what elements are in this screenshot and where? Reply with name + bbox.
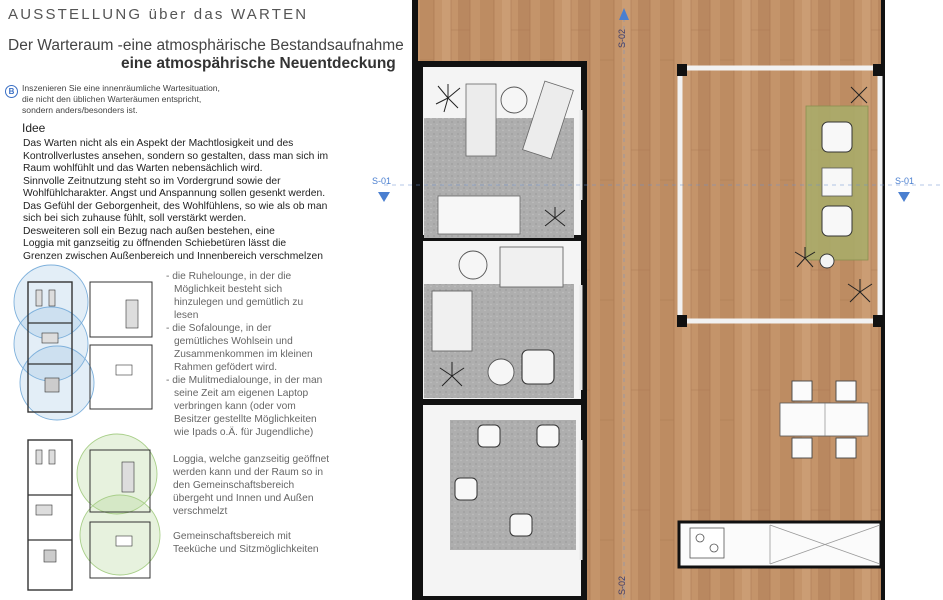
section-label-s02-top: S-02 (617, 28, 627, 48)
chair (455, 478, 477, 500)
loggia-chair (822, 122, 852, 152)
idea-line: Sinnvolle Zeitnutzung steht so im Vordergrund sowie der (23, 175, 281, 187)
mini-plan-loggia (28, 434, 160, 590)
section-arrow-icon (378, 192, 390, 202)
task-line: die nicht den üblichen Warteräumen entspricht, (22, 94, 202, 104)
community-line: Teeküche und Sitzmöglichkeiten (173, 544, 319, 555)
lounge-line: Möglichkeit besteht sich (174, 284, 283, 295)
side-table (501, 87, 527, 113)
mini-plan-lounges (14, 265, 152, 420)
chair (836, 438, 856, 458)
page-subtitle-1: Der Warteraum -eine atmosphärische Bestandsaufnahme (8, 37, 404, 54)
lounge-line: - die Ruhelounge, in der die (166, 271, 292, 282)
chair (478, 425, 500, 447)
lounge-rooms (420, 64, 584, 599)
idea-line: Raum wohlfühlt und das Warten nebensächlich wird. (23, 163, 263, 174)
chair (537, 425, 559, 447)
loggia-line: Loggia, welche ganzseitig geöffnet (173, 454, 330, 465)
lounge-line: seine Zeit am eigenen Laptop (174, 388, 309, 399)
lounge-line: verbringen kann (oder vom (174, 401, 296, 412)
lounge-chair (522, 350, 554, 384)
loggia-line: übergeht und Innen und Außen (173, 493, 314, 504)
dining-table (780, 403, 868, 436)
section-label-s01-left: S-01 (372, 176, 392, 186)
idea-line: Das Gefühl der Geborgenheit, des Wohlfühlens, so wie als ob man (23, 200, 328, 212)
planter (820, 254, 834, 268)
lounge-line: - die Mulitmedialounge, in der man (166, 375, 323, 386)
loggia-table (822, 168, 852, 196)
side-table (459, 251, 487, 279)
lounge-line: Besitzer gestellte Möglichkeiten (174, 414, 317, 425)
chair (836, 381, 856, 401)
idea-line: Grenzen zwischen Außenbereich und Innenbereich verschmelzen (23, 250, 323, 262)
armchair (432, 291, 472, 351)
lounge-line: gemütliches Wohlsein und (174, 336, 293, 347)
idea-line: Desweiteren soll ein Bezug nach außen bestehen, eine (23, 225, 275, 237)
lounge-line: lesen (174, 310, 199, 321)
community-line: Gemeinschaftsbereich mit (173, 531, 291, 542)
lounger-1 (466, 84, 496, 156)
page-subtitle-2: eine atmospährische Neuentdeckung (121, 55, 396, 72)
idea-line: Kontrollverlustes ansehen, sondern so gestalten, dass man sich im (23, 150, 329, 162)
loggia-line: werden kann und der Raum so in (173, 467, 324, 478)
idea-heading: Idee (22, 121, 46, 135)
section-label-s02-bottom: S-02 (617, 575, 627, 595)
idea-line: sich bei sich zuhause fühlt, soll verstärkt werden. (23, 213, 247, 224)
sink-icon (690, 528, 724, 558)
section-arrow-icon (898, 192, 910, 202)
section-label-s01-right: S-01 (895, 176, 915, 186)
lounge-line: - die Sofalounge, in der (166, 323, 272, 334)
highlight-circle (80, 495, 160, 575)
lounge-line: hinzulegen und gemütlich zu (174, 297, 304, 308)
lounge-line: Zusammenkommen im kleinen (174, 349, 313, 360)
idea-line: Wohlfühlcharakter. Angst und Anspannung sollen gesenkt werden. (23, 188, 326, 199)
task-line: Inszenieren Sie eine innenräumliche Wartesituation, (22, 83, 220, 93)
chair (792, 381, 812, 401)
loggia-line: den Gemeinschaftsbereich (173, 480, 295, 491)
lounge-line: wie Ipads o.Ä. für Jugendliche) (174, 427, 314, 438)
chair (792, 438, 812, 458)
loggia-chair (822, 206, 852, 236)
idea-line: Loggia mit ganzseitig zu öffnenden Schiebetüren lässt die (23, 238, 287, 249)
coffee-table (488, 359, 514, 385)
lounge-line: Rahmen gefödert wird. (174, 362, 278, 373)
idea-line: Das Warten nicht als ein Aspekt der Machtlosigkeit und des (23, 138, 294, 149)
task-badge: B (5, 85, 18, 98)
sofa (500, 247, 563, 287)
page-title: AUSSTELLUNG über das WARTEN (8, 6, 309, 23)
loggia-line: verschmelzt (173, 506, 228, 517)
task-line: sondern anders/besonders ist. (22, 105, 138, 115)
bench (438, 196, 520, 234)
chair (510, 514, 532, 536)
